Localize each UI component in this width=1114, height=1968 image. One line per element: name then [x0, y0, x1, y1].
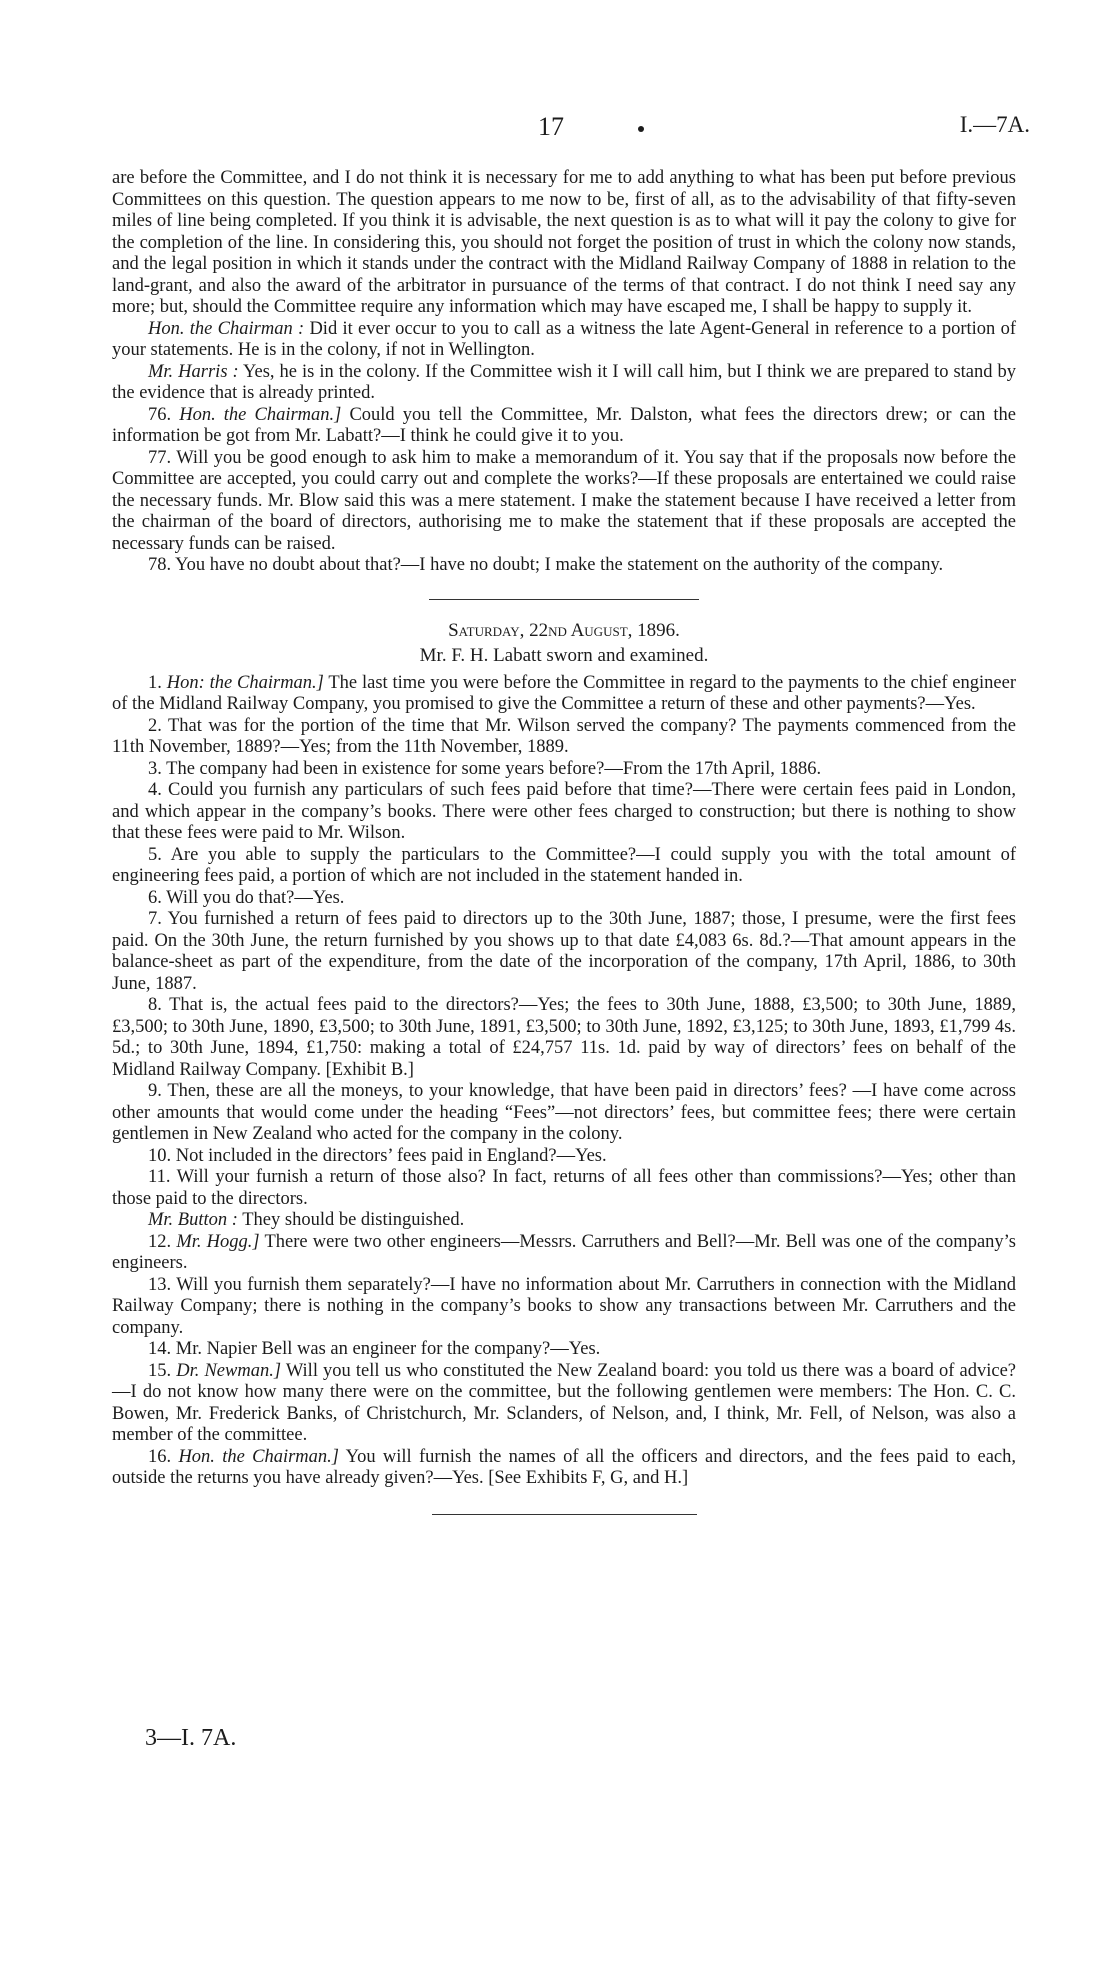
speaker-label: Mr. Harris : — [148, 361, 239, 382]
paragraph-text: Did it ever occur to you to call as a witness the late Agent-General in reference to a portion of your statements. He is in the colony, if not in Wellington. — [112, 318, 1016, 360]
question-8: 8. That is, the actual fees paid to the directors?—Yes; the fees to 30th June, 1888, £3,500; to 30th June, 1889, £3,500; to 30th June, 1890, £3,500; to 30th June, 1891, £3,500; to 30th June, 1892, £3,125; to 30th June, 1893, £1,799 4s. 5d.; to 30th June, 1894, £1,750: making a total of £24,757 11s. 1d. paid by way of directors’ fees on behalf of the Midland Railway Company. [Exhibit B.] — [112, 995, 1016, 1080]
question-number: 16. — [148, 1446, 172, 1467]
page-number: 17 — [538, 112, 564, 141]
paragraph-text: They should be distinguished. — [237, 1210, 465, 1230]
paragraph-text: Could you tell the Committee, Mr. Dalston, what fees the directors drew; or can the information be got from Mr. Labatt?—I think he could give it to you. — [112, 404, 1017, 446]
question-7: 7. You furnished a return of fees paid to directors up to the 30th June, 1887; those, I presume, were the first fees paid. On the 30th June, the return furnished by you shows up to that date £4,083 6s. 8d.?—That amount appears in the balance-sheet as part of the expenditure, from the date of the incorporation of the company, 17th April, 1886, to 30th June, 1887. — [112, 909, 1016, 994]
paragraph-chairman — [112, 319, 1016, 362]
question-1 — [112, 673, 1016, 716]
document-body — [112, 168, 1016, 1515]
signature-mark: 3—I. 7A. — [145, 1725, 237, 1751]
paragraph-text: The last time you were before the Committee in regard to the payments to the chief engineer of the Midland Railway Company, you promised to give the Committee a return of these and other payments?—Yes. — [112, 672, 1016, 714]
question-3: 3. The company had been in existence for some years before?—From the 17th April, 1886. — [148, 758, 822, 779]
question-5: 5. Are you able to supply the particulars to the Committee?—I could supply you with the total amount of engineering fees paid, a portion of which are not included in the statement handed in. — [112, 844, 1016, 886]
question-14: 14. Mr. Napier Bell was an engineer for the company?—Yes. — [148, 1339, 601, 1359]
question-number: 15. — [148, 1360, 172, 1381]
speaker-label: Mr. Hogg.] — [176, 1231, 260, 1252]
question-78: 78. You have no doubt about that?—I have no doubt; I make the statement on the authority of the company. — [148, 555, 944, 575]
paragraph-text: Yes, he is in the colony. If the Committee wish it I will call him, but I think we are prepared to stand by the evidence that is already printed. — [112, 361, 1016, 403]
document-reference: I.—7A. — [959, 112, 1030, 137]
question-number: 1. — [148, 672, 162, 693]
paragraph-text: You will furnish the names of all the officers and directors, and the fees paid to each, outside the returns you have already given?—Yes. [See Exhibits F, G, and H.] — [112, 1446, 1016, 1488]
paragraph-text: Will you tell us who constituted the New Zealand board: you told us there was a board of advice?—I do not know how many there were on the committee, but the following gentlemen were members: The Hon. C. C. Bowen, Mr. Frederick Banks, of Christchurch, Mr. Sclanders, of Nelson, and, I think, Mr. Fell, of Nelson, was also a member of the committee. — [112, 1360, 1016, 1445]
page-header — [0, 112, 1114, 152]
speaker-label: Hon. the Chairman.] — [178, 1446, 339, 1467]
paragraph-text: There were two other engineers—Messrs. Carruthers and Bell?—Mr. Bell was one of the company’s engineers. — [112, 1231, 1017, 1273]
question-number: 76. — [148, 404, 172, 425]
speaker-label: Hon. the Chairman.] — [179, 404, 342, 425]
question-9: 9. Then, these are all the moneys, to your knowledge, that have been paid in directors’ fees? —I have come across other amounts that would come under the heading “Fees”—not directors’ fees, but committee fees; there were certain gentlemen in New Zealand who acted for the company in the colony. — [112, 1081, 1016, 1144]
question-12 — [112, 1232, 1016, 1275]
question-6: 6. Will you do that?—Yes. — [148, 887, 345, 908]
question-16 — [112, 1447, 1016, 1490]
question-11: 11. Will your furnish a return of those also? In fact, returns of all fees other than commissions?—Yes; other than those paid to the directors. — [112, 1167, 1016, 1209]
session-date: Saturday, 22nd August, 1896. — [448, 619, 680, 641]
header-dot — [638, 126, 644, 132]
paragraph-button — [112, 1210, 1016, 1232]
end-divider — [432, 1514, 697, 1515]
question-15 — [112, 1361, 1016, 1447]
question-2: 2. That was for the portion of the time that Mr. Wilson served the company? The payments commenced from the 11th November, 1889?—Yes; from the 11th November, 1889. — [112, 715, 1016, 757]
speaker-label: Mr. Button : — [148, 1210, 238, 1230]
intro-paragraph: are before the Committee, and I do not think it is necessary for me to add anything to what has been put before previous Committees on this question. The question appears to me now to be, first of all, as to the advisability of that fifty-seven miles of line being completed. If you think it is advisable, the next question is as to what will it pay the colony to give for the completion of the line. In considering this, you should not forget the position of trust in which the colony now stands, and the legal position in which it stands under the contract with the Midland Railway Company of 1888 in relation to the land-grant, and also the award of the arbitrator in pursuance of the terms of that contract. I do not think I need say any more; but, should the Committee require any information which may have escaped me, I shall be happy to supply it. — [112, 168, 1016, 317]
paragraph-harris — [112, 362, 1016, 405]
question-4: 4. Could you furnish any particulars of such fees paid before that time?—There were certain fees paid in London, and which appear in the company’s books. There were other fees charged to construction; but there is nothing to show that these fees were paid to Mr. Wilson. — [112, 780, 1016, 843]
question-10: 10. Not included in the directors’ fees paid in England?—Yes. — [148, 1145, 607, 1166]
speaker-label: Dr. Newman.] — [176, 1360, 282, 1381]
question-13: 13. Will you furnish them separately?—I have no information about Mr. Carruthers in connection with the Midland Railway Company; there is nothing in the company’s books to show any transactions between Mr. Carruthers and the company. — [112, 1274, 1016, 1338]
question-number: 12. — [148, 1231, 172, 1252]
section-divider — [429, 599, 699, 600]
question-77: 77. Will you be good enough to ask him to make a memorandum of it. You say that if the proposals now before the Committee are accepted, you could carry out and complete the works?—If these proposals are entertained we could raise the necessary funds. Mr. Blow said this was a mere statement. I make the statement because I have received a letter from the chairman of the board of directors, authorising me to make the statement that if these proposals are accepted the necessary funds can be raised. — [112, 447, 1016, 554]
witness-line: Mr. F. H. Labatt sworn and examined. — [419, 645, 709, 666]
question-76 — [112, 405, 1016, 448]
speaker-label: Hon: the Chairman.] — [166, 672, 324, 693]
speaker-label: Hon. the Chairman : — [148, 318, 305, 339]
